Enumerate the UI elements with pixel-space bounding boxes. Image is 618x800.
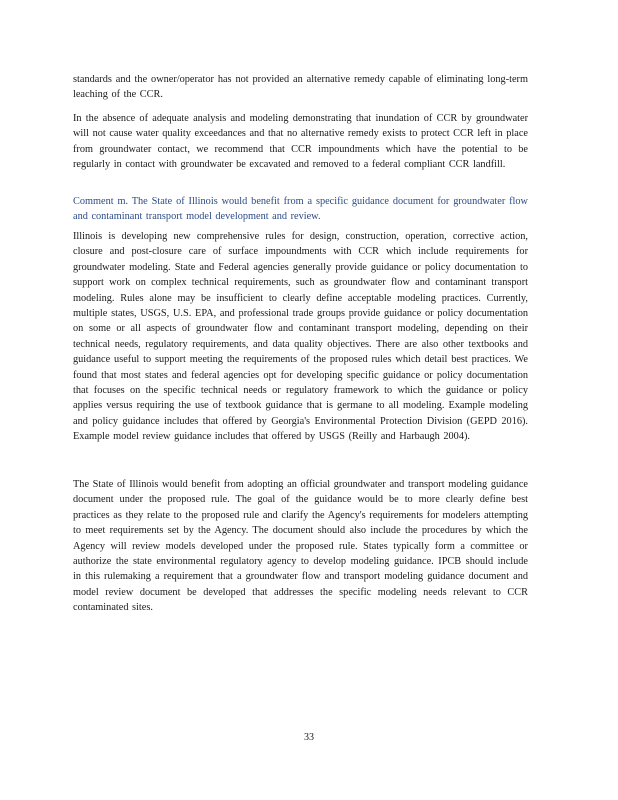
paragraph-illinois-developing: Illinois is developing new comprehensive rules for design, construction, operation, corrective action, closure and post-closure care of surface impoundments with CCR which include requirements for groundwater modeling. State and Federal agencies generally provide guidance or policy documentation to support work on complex technical requirements, such as groundwater flow and contaminant transport modeling. Rules alone may be insufficient to clearly define acceptable modeling practices. Currently, multiple states, USGS, U.S. EPA, and professional trade groups provide guidance or policy documentation on some or all aspects of groundwater flow and contaminant transport modeling, depending on their technical needs, regulatory requirements, and data quality objectives. There are also other textbooks and guidance useful to support meeting the requirements of the proposed rules which detail best practices. We found that most states and federal agencies opt for developing specific guidance or policy documentation that focuses on the specific technical needs or regulatory framework to which the guidance or policy applies versus requiring the use of textbook guidance that is germane to all modeling. Example modeling and policy guidance includes that offered by Georgia's Environmental Protection Division (GEPD 2016). Example model review guidance includes that offered by USGS (Reilly and Harbaugh 2004).	[73, 231, 528, 443]
page-number: 33	[304, 732, 314, 743]
paragraph-absence-analysis: In the absence of adequate analysis and modeling demonstrating that inundation of CCR by groundwater will not cause water quality exceedances and that no alternative remedy exists to protect CCR left in place from groundwater contact, we recommend that CCR impoundments which have the potential to be regularly in contact with groundwater be excavated and removed to a federal compliant CCR landfill.	[73, 113, 528, 171]
paragraph-continuation: standards and the owner/operator has not provided an alternative remedy capable of eliminating long-term leaching of the CCR.	[73, 74, 528, 101]
paragraph-state-would-benefit: The State of Illinois would benefit from adopting an official groundwater and transport modeling guidance document under the proposed rule. The goal of the guidance would be to more clearly define best practices as they relate to the proposed rule and clarify the Agency's requirements for modelers attempting to meet requirements set by the Agency. The document should also include the procedures by which the Agency will review models developed under the proposed rule. States typically form a committee or authorize the state environmental regulatory agency to develop modeling guidance. IPCB should include in this rulemaking a requirement that a groundwater flow and transport modeling guidance document and model review document be developed that addresses the specific modeling needs relevant to CCR contaminated sites.	[73, 479, 528, 614]
comment-m: Comment m. The State of Illinois would benefit from a specific guidance document for groundwater flow and contaminant transport model development and review.	[73, 196, 528, 223]
